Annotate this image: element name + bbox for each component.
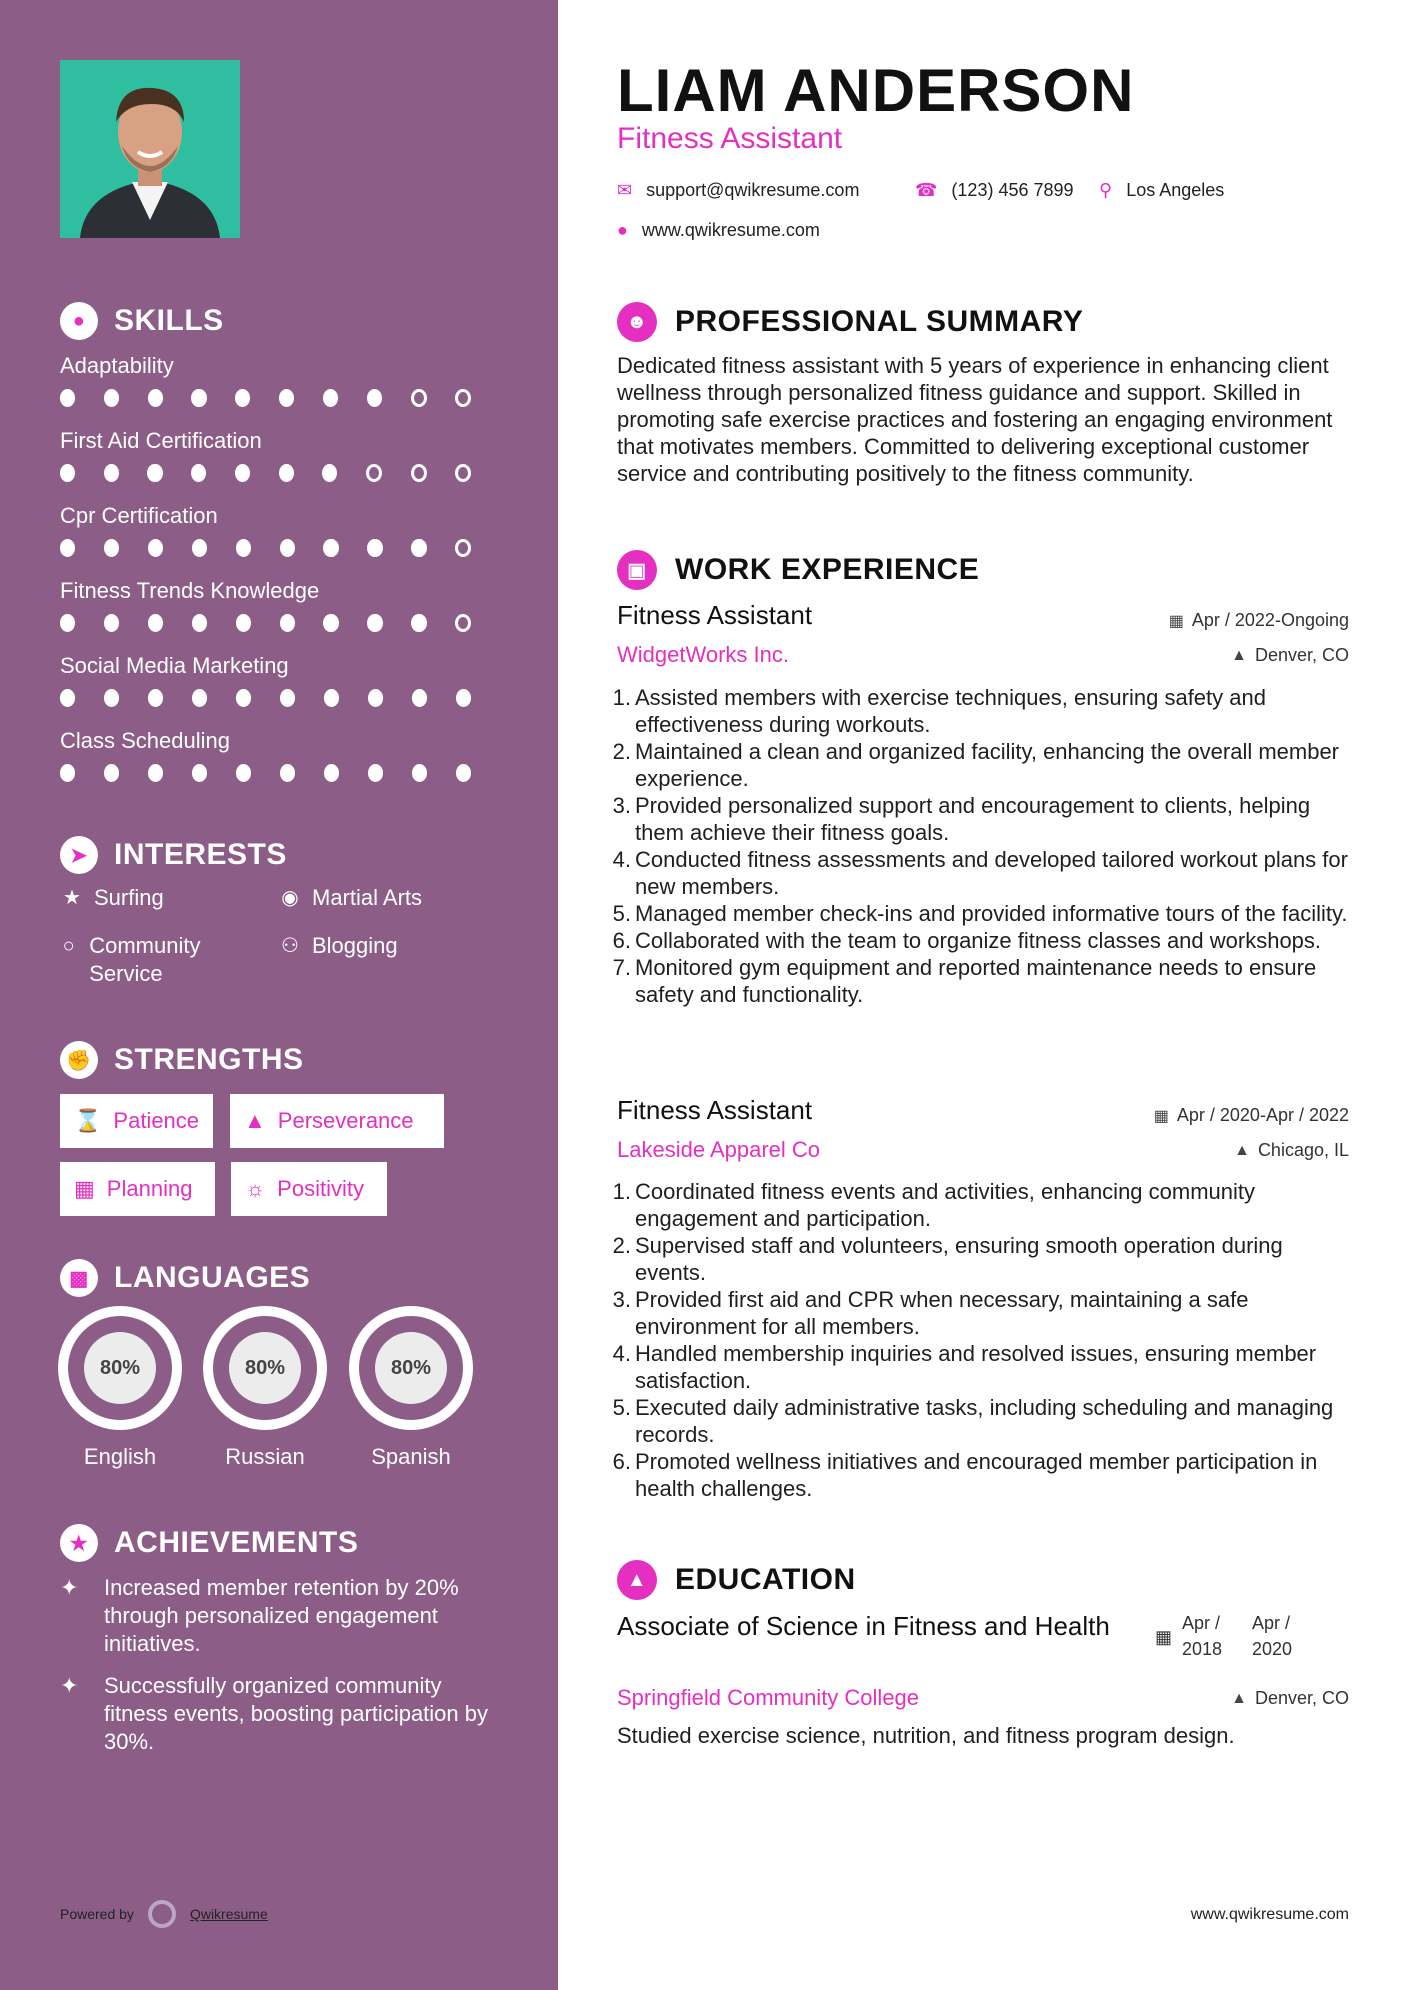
bullet-text: Assisted members with exercise techniques, ensuring safety and effectiveness during workouts. [635, 685, 1266, 737]
summary-text: Dedicated fitness assistant with 5 years of experience in enhancing client wellness through personalized fitness guidance and support. Skilled in promoting safe exercise practices and fostering an engaging environment that motivates members. Committed to delivering exceptional customer service and contributing positively to the fitness community. [617, 353, 1333, 486]
skill-name: Fitness Trends Knowledge [60, 578, 320, 603]
rating-dot [60, 464, 75, 482]
star-icon: ★ [63, 887, 81, 909]
achievement-item: ✦ Successfully organized community fitness events, boosting participation by 30%. [60, 1673, 489, 1754]
users-icon: ⚇ [281, 935, 299, 957]
skill-rating [60, 689, 500, 707]
bullet-text: Provided first aid and CPR when necessary, maintaining a safe environment for all members. [635, 1287, 1249, 1339]
bullet-number: 2. [612, 1233, 631, 1258]
education-location: ▲ Denver, CO [1231, 1688, 1349, 1708]
rating-dot [191, 389, 206, 407]
rating-dot [279, 389, 294, 407]
map-pin-icon: ⚲ [1099, 180, 1113, 200]
rating-dot [280, 764, 295, 782]
rating-dot [104, 539, 119, 557]
bullet-number: 5. [612, 901, 631, 926]
job-dates: ▦ Apr / 2020-Apr / 2022 [1153, 1105, 1349, 1125]
bullet-item [610, 684, 1355, 738]
bullet-number: 4. [612, 847, 631, 872]
user-icon: ☻ [617, 302, 657, 342]
language-ring: 80% [58, 1306, 182, 1430]
summary-heading: ☻ PROFESSIONAL SUMMARY [617, 302, 1083, 342]
skill-name: Class Scheduling [60, 728, 230, 753]
rating-dot [148, 614, 163, 632]
skill-item [60, 501, 500, 557]
calendar-icon: ▦ [1155, 1627, 1173, 1647]
road-icon: ▲ [244, 1108, 266, 1133]
rating-dot [192, 689, 207, 707]
school-name: Springfield Community College [617, 1685, 920, 1710]
bullet-text: Executed daily administrative tasks, including scheduling and managing records. [635, 1395, 1334, 1447]
rating-dot [104, 464, 119, 482]
rating-dot [456, 689, 471, 707]
skill-rating [60, 464, 500, 482]
rating-dot [368, 689, 383, 707]
job-dates: ▦ Apr / 2022-Ongoing [1168, 610, 1349, 630]
rating-dot [456, 764, 471, 782]
rating-dot [60, 689, 75, 707]
rating-dot [323, 539, 338, 557]
rating-dot [236, 764, 251, 782]
pushpin-icon: ▲ [1231, 646, 1247, 664]
bullet-text: Supervised staff and volunteers, ensuring smooth operation during events. [635, 1233, 1283, 1285]
bullet-text: Monitored gym equipment and reported maintenance needs to ensure safety and functionality. [635, 955, 1317, 1007]
hand-icon: ○ [62, 935, 75, 957]
pushpin-icon: ▲ [1231, 1689, 1247, 1707]
paper-plane-icon: ➤ [60, 836, 98, 874]
rating-dot [280, 539, 295, 557]
achievements-heading: ★ ACHIEVEMENTS [60, 1524, 358, 1562]
language-item: 80% English [58, 1306, 182, 1470]
strength-tag: ⌛ Patience [60, 1094, 213, 1148]
bullet-item [610, 1340, 1355, 1394]
job-bullets [610, 684, 1355, 1008]
rating-dot [366, 464, 382, 482]
skill-rating [60, 614, 500, 632]
globe-icon: ◉ [281, 887, 299, 909]
skill-item [60, 576, 500, 632]
rating-dot [322, 464, 337, 482]
degree-title: Associate of Science in Fitness and Health [617, 1611, 1110, 1641]
language-card-icon: ▩ [60, 1259, 98, 1297]
calendar-icon: ▦ [1168, 612, 1184, 630]
skill-name: Social Media Marketing [60, 653, 289, 678]
achievement-item: ✦ Increased member retention by 20% through personalized engagement initiatives. [60, 1575, 459, 1656]
bullet-item [610, 927, 1355, 954]
contact-website: ● www.qwikresume.com [617, 220, 820, 240]
bullet-text: Collaborated with the team to organize fitness classes and workshops. [635, 928, 1322, 953]
skill-name: Adaptability [60, 353, 174, 378]
experience-heading: ▣ WORK EXPERIENCE [617, 550, 979, 590]
skill-rating [60, 389, 500, 407]
fist-icon: ✊ [60, 1041, 98, 1079]
skill-item [60, 426, 500, 482]
bullet-item [610, 1448, 1355, 1502]
rating-dot [280, 614, 295, 632]
rating-dot [148, 539, 163, 557]
languages-heading: ▩ LANGUAGES [60, 1259, 310, 1297]
bullet-item [610, 954, 1355, 1008]
bullet-item [610, 1178, 1355, 1232]
strength-tag: ▦ Planning [60, 1162, 215, 1216]
rating-dot [367, 539, 382, 557]
language-item: 80% Spanish [349, 1306, 473, 1470]
rating-dot [411, 389, 427, 407]
phone-icon: ☎ [915, 180, 938, 200]
contact-phone: ☎ (123) 456 7899 [915, 180, 1074, 200]
rating-dot [148, 764, 163, 782]
bullet-item [610, 1232, 1355, 1286]
rating-dot [236, 539, 251, 557]
bullet-number: 6. [612, 928, 631, 953]
strength-tag: ▲ Perseverance [230, 1094, 444, 1148]
bullet-text: Managed member check-ins and provided informative tours of the facility. [635, 901, 1348, 926]
rating-dot [412, 689, 427, 707]
bullet-text: Maintained a clean and organized facility, enhancing the overall member experience. [635, 739, 1340, 791]
bullet-number: 3. [612, 1287, 631, 1312]
stars-icon: ✦ [60, 1575, 79, 1600]
language-ring: 80% [203, 1306, 327, 1430]
bullet-item [610, 846, 1355, 900]
skill-name: First Aid Certification [60, 428, 262, 453]
rating-dot [323, 389, 338, 407]
bullet-text: Coordinated fitness events and activities, enhancing community engagement and participation. [635, 1179, 1256, 1231]
rating-dot [324, 764, 339, 782]
rating-dot [60, 764, 75, 782]
rating-dot [455, 614, 471, 632]
rating-dot [104, 689, 119, 707]
bullet-text: Conducted fitness assessments and developed tailored workout plans for new members. [635, 847, 1348, 899]
sidebar [0, 0, 558, 1990]
rating-dot [192, 764, 207, 782]
bullet-number: 7. [612, 955, 631, 980]
bullet-item [610, 792, 1355, 846]
rating-dot [147, 464, 162, 482]
candidate-role: Fitness Assistant [617, 122, 843, 155]
rating-dot [455, 464, 471, 482]
education-heading: ▲ EDUCATION [617, 1560, 856, 1600]
calendar-icon: ▦ [74, 1176, 95, 1201]
rating-dot [367, 614, 382, 632]
powered-by: Powered by Qwikresume [60, 1900, 268, 1928]
rating-dot [455, 389, 471, 407]
rating-dot [191, 464, 206, 482]
rating-dot [60, 389, 75, 407]
footer-url[interactable]: www.qwikresume.com [1190, 1906, 1349, 1923]
rating-dot [411, 464, 427, 482]
skill-item [60, 726, 500, 782]
skill-rating [60, 764, 500, 782]
bullet-text: Provided personalized support and encouragement to clients, helping them achieve their fitness goals. [635, 793, 1311, 845]
bullet-number: 4. [612, 1341, 631, 1366]
bullet-number: 3. [612, 793, 631, 818]
rating-dot [411, 614, 426, 632]
rating-dot [412, 764, 427, 782]
rating-dot [279, 464, 294, 482]
graduation-cap-icon: ▲ [617, 1560, 657, 1600]
profile-photo [60, 60, 240, 238]
rating-dot [192, 614, 207, 632]
bullet-item [610, 900, 1355, 927]
rating-dot [104, 389, 119, 407]
qwikresume-link[interactable]: Qwikresume [189, 1906, 268, 1922]
calendar-icon: ▦ [1153, 1107, 1169, 1125]
interest-item: ○ Community Service [58, 932, 258, 988]
rating-dot [235, 464, 250, 482]
rating-dot [60, 539, 75, 557]
bullet-item [610, 738, 1355, 792]
strength-tag: ☼ Positivity [231, 1162, 387, 1216]
contact-location: ⚲ Los Angeles [1099, 180, 1225, 200]
interests-heading: ➤ INTERESTS [60, 836, 287, 874]
skills-heading: ● SKILLS [60, 302, 224, 340]
skill-item [60, 351, 500, 407]
bullet-number: 6. [612, 1449, 631, 1474]
bullet-number: 1. [612, 685, 631, 710]
job-location: ▲ Chicago, IL [1234, 1140, 1349, 1160]
skill-item [60, 651, 500, 707]
globe-icon: ● [617, 220, 628, 240]
rating-dot [148, 689, 163, 707]
job-title: Fitness Assistant [617, 600, 813, 630]
rating-dot [236, 614, 251, 632]
candidate-name: LIAM ANDERSON [617, 57, 1135, 124]
job-title: Fitness Assistant [617, 1095, 813, 1125]
rating-dot [235, 389, 250, 407]
skill-rating [60, 539, 500, 557]
rating-dot [148, 389, 163, 407]
rating-dot [60, 614, 75, 632]
rating-dot [104, 614, 119, 632]
contact-email: ✉ support@qwikresume.com [617, 180, 860, 200]
pushpin-icon: ▲ [1234, 1141, 1250, 1159]
interest-item: ◉ Martial Arts [278, 884, 422, 912]
rating-dot [367, 389, 382, 407]
education-description: Studied exercise science, nutrition, and fitness program design. [617, 1723, 1235, 1748]
bullet-number: 1. [612, 1179, 631, 1204]
bullet-number: 5. [612, 1395, 631, 1420]
rating-dot [455, 539, 471, 557]
rating-dot [323, 614, 338, 632]
bullet-text: Handled membership inquiries and resolved issues, ensuring member satisfaction. [635, 1341, 1317, 1393]
envelope-icon: ✉ [617, 180, 633, 200]
lightbulb-icon: ● [60, 302, 98, 340]
education-dates: ▦ Apr / 2018 Apr / 2020 [1155, 1610, 1312, 1662]
bullet-number: 2. [612, 739, 631, 764]
briefcase-icon: ▣ [617, 550, 657, 590]
bullet-text: Promoted wellness initiatives and encouraged member participation in health challenges. [635, 1449, 1318, 1501]
bullet-item [610, 1394, 1355, 1448]
rating-dot [324, 689, 339, 707]
interest-item: ⚇ Blogging [278, 932, 398, 960]
job-bullets [610, 1178, 1355, 1502]
qwikresume-logo-icon [148, 1900, 176, 1928]
bullet-item [610, 1286, 1355, 1340]
language-item: 80% Russian [203, 1306, 327, 1470]
strengths-heading: ✊ STRENGTHS [60, 1041, 304, 1079]
rating-dot [104, 764, 119, 782]
hourglass-icon: ⌛ [74, 1108, 102, 1133]
company-name: Lakeside Apparel Co [617, 1137, 821, 1162]
stars-icon: ✦ [60, 1673, 79, 1698]
company-name: WidgetWorks Inc. [617, 642, 789, 667]
rating-dot [192, 539, 207, 557]
award-star-icon: ★ [60, 1524, 98, 1562]
job-location: ▲ Denver, CO [1231, 645, 1349, 665]
sun-icon: ☼ [245, 1176, 266, 1201]
rating-dot [368, 764, 383, 782]
rating-dot [236, 689, 251, 707]
language-ring: 80% [349, 1306, 473, 1430]
rating-dot [411, 539, 426, 557]
skill-name: Cpr Certification [60, 503, 218, 528]
rating-dot [280, 689, 295, 707]
interest-item: ★ Surfing [60, 884, 164, 912]
